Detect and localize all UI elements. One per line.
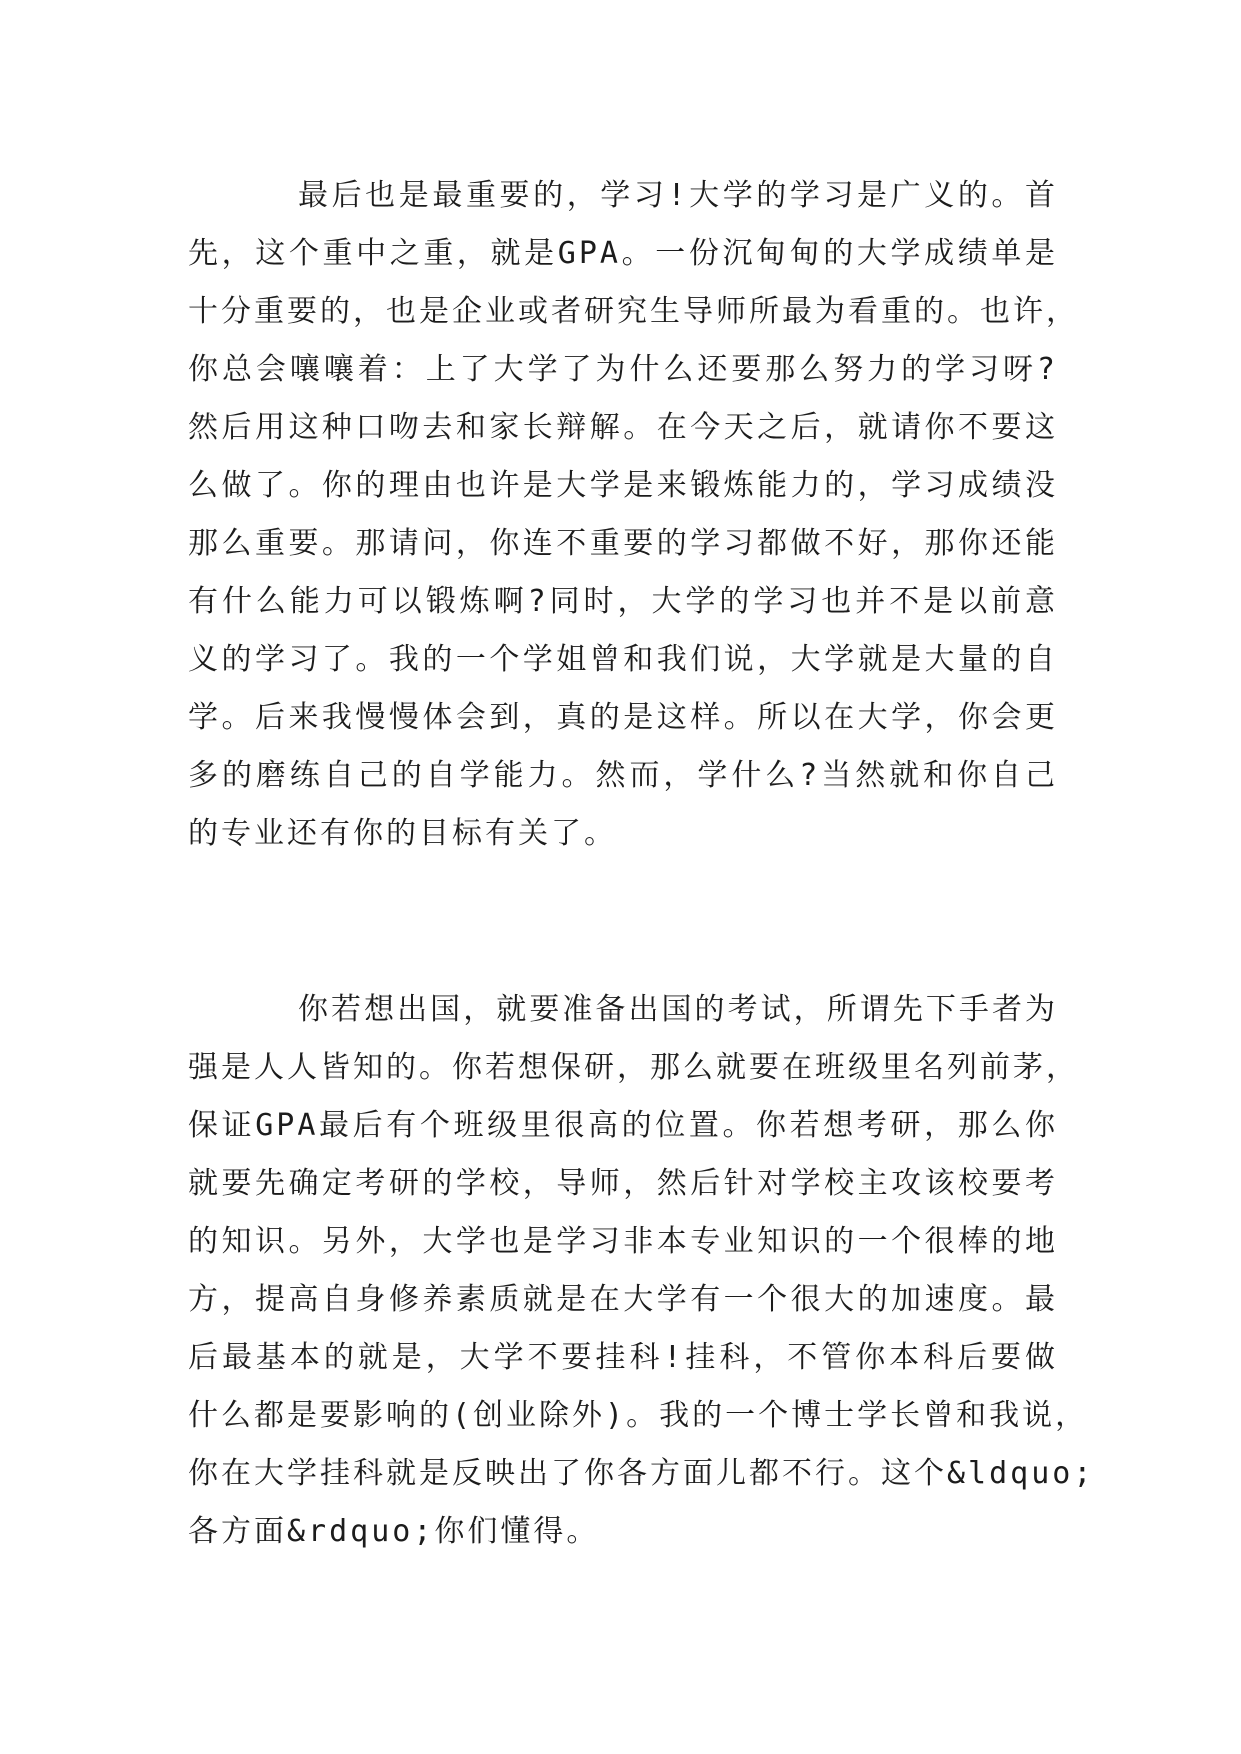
text-line: 先，这个重中之重，就是GPA。一份沉甸甸的大学成绩单是 [188, 236, 1058, 271]
text-line: 学。后来我慢慢体会到，真的是这样。所以在大学，你会更 [188, 700, 1058, 735]
text-line: 么做了。你的理由也许是大学是来锻炼能力的，学习成绩没 [188, 468, 1058, 503]
text-line: 的知识。另外，大学也是学习非本专业知识的一个很棒的地 [188, 1224, 1058, 1259]
text-line: 你总会嚷嚷着：上了大学了为什么还要那么努力的学习呀? [188, 352, 1058, 387]
text-line: 方，提高自身修养素质就是在大学有一个很大的加速度。最 [188, 1282, 1058, 1317]
text-line: 义的学习了。我的一个学姐曾和我们说，大学就是大量的自 [188, 642, 1058, 677]
text-line: 你在大学挂科就是反映出了你各方面儿都不行。这个&ldquo; [188, 1456, 1095, 1491]
text-line: 后最基本的就是，大学不要挂科!挂科，不管你本科后要做 [188, 1340, 1058, 1375]
text-line: 十分重要的，也是企业或者研究生导师所最为看重的。也许， [188, 294, 1079, 329]
text-line: 然后用这种口吻去和家长辩解。在今天之后，就请你不要这 [188, 410, 1058, 445]
text-line: 强是人人皆知的。你若想保研，那么就要在班级里名列前茅， [188, 1050, 1079, 1085]
text-line: 保证GPA最后有个班级里很高的位置。你若想考研，那么你 [188, 1108, 1058, 1143]
text-line: 最后也是最重要的，学习!大学的学习是广义的。首 [298, 178, 1058, 213]
text-line: 有什么能力可以锻炼啊?同时，大学的学习也并不是以前意 [188, 584, 1058, 619]
text-line: 什么都是要影响的(创业除外)。我的一个博士学长曾和我说， [188, 1398, 1089, 1433]
text-line: 各方面&rdquo;你们懂得。 [188, 1514, 600, 1549]
text-line: 的专业还有你的目标有关了。 [188, 816, 617, 851]
text-line: 就要先确定考研的学校，导师，然后针对学校主攻该校要考 [188, 1166, 1058, 1201]
text-line: 多的磨练自己的自学能力。然而，学什么?当然就和你自己 [188, 758, 1058, 793]
text-line: 你若想出国，就要准备出国的考试，所谓先下手者为 [298, 992, 1058, 1027]
text-line: 那么重要。那请问，你连不重要的学习都做不好，那你还能 [188, 526, 1058, 561]
